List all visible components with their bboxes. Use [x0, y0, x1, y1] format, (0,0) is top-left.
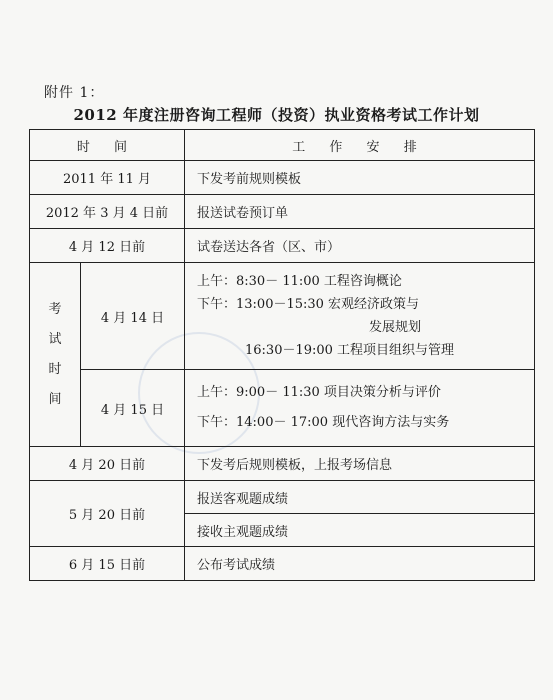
exam-day-schedule: [185, 263, 535, 370]
row-plan: 报送试卷预订单: [185, 195, 535, 229]
table-row: [30, 161, 535, 195]
exam-schedule-table: [29, 129, 535, 581]
table-row: [30, 547, 535, 581]
exam-label-char: 时: [48, 361, 62, 377]
schedule-line: 下午：14:00－ 17:00 现代咨询方法与实务: [197, 415, 450, 430]
row-plan: 公布考试成绩: [185, 547, 535, 581]
row-plan: 试卷送达各省（区、市）: [185, 229, 535, 263]
row-time: 4 月 12 日前: [30, 229, 185, 263]
row-time: 4 月 20 日前: [30, 447, 185, 481]
exam-date: 4 月 15 日: [81, 370, 185, 447]
schedule-line: 发展规划: [369, 320, 422, 335]
schedule-line: 16:30－19:00 工程项目组织与管理: [245, 343, 455, 358]
exam-day-schedule: [185, 370, 535, 447]
row-time: 2012 年 3 月 4 日前: [30, 195, 185, 229]
document-title: 2012 年度注册咨询工程师（投资）执业资格考试工作计划: [73, 106, 480, 124]
exam-label-char: 考: [48, 301, 62, 317]
row-time: 6 月 15 日前: [30, 547, 185, 581]
exam-time-label: [30, 263, 81, 447]
row-plan: 下发考后规则模板，上报考场信息: [185, 447, 535, 481]
exam-label-char: 间: [48, 391, 62, 407]
exam-label-char: 试: [48, 331, 62, 347]
table-row: [30, 229, 535, 263]
table-row: [30, 447, 535, 481]
table-row: [30, 481, 535, 514]
row-time: 2011 年 11 月: [30, 161, 185, 195]
exam-date: 4 月 14 日: [81, 263, 185, 370]
table-row: [30, 195, 535, 229]
exam-day-row: [30, 263, 535, 370]
row-time: 5 月 20 日前: [30, 481, 185, 547]
schedule-line: 上午：9:00－ 11:30 项目决策分析与评价: [197, 385, 441, 400]
schedule-line: 下午：13:00－15:30 宏观经济政策与: [197, 297, 420, 312]
schedule-line: 上午：8:30－ 11:00 工程咨询概论: [197, 274, 402, 289]
header-plan: 工 作 安 排: [185, 130, 535, 161]
row-plan: 下发考前规则模板: [185, 161, 535, 195]
exam-day-row: [30, 370, 535, 447]
row-plan: 报送客观题成绩: [185, 481, 535, 514]
row-plan: 接收主观题成绩: [185, 514, 535, 547]
header-time: 时 间: [30, 130, 185, 161]
attachment-label: 附件 1：: [44, 85, 105, 101]
table-header-row: [30, 130, 535, 161]
